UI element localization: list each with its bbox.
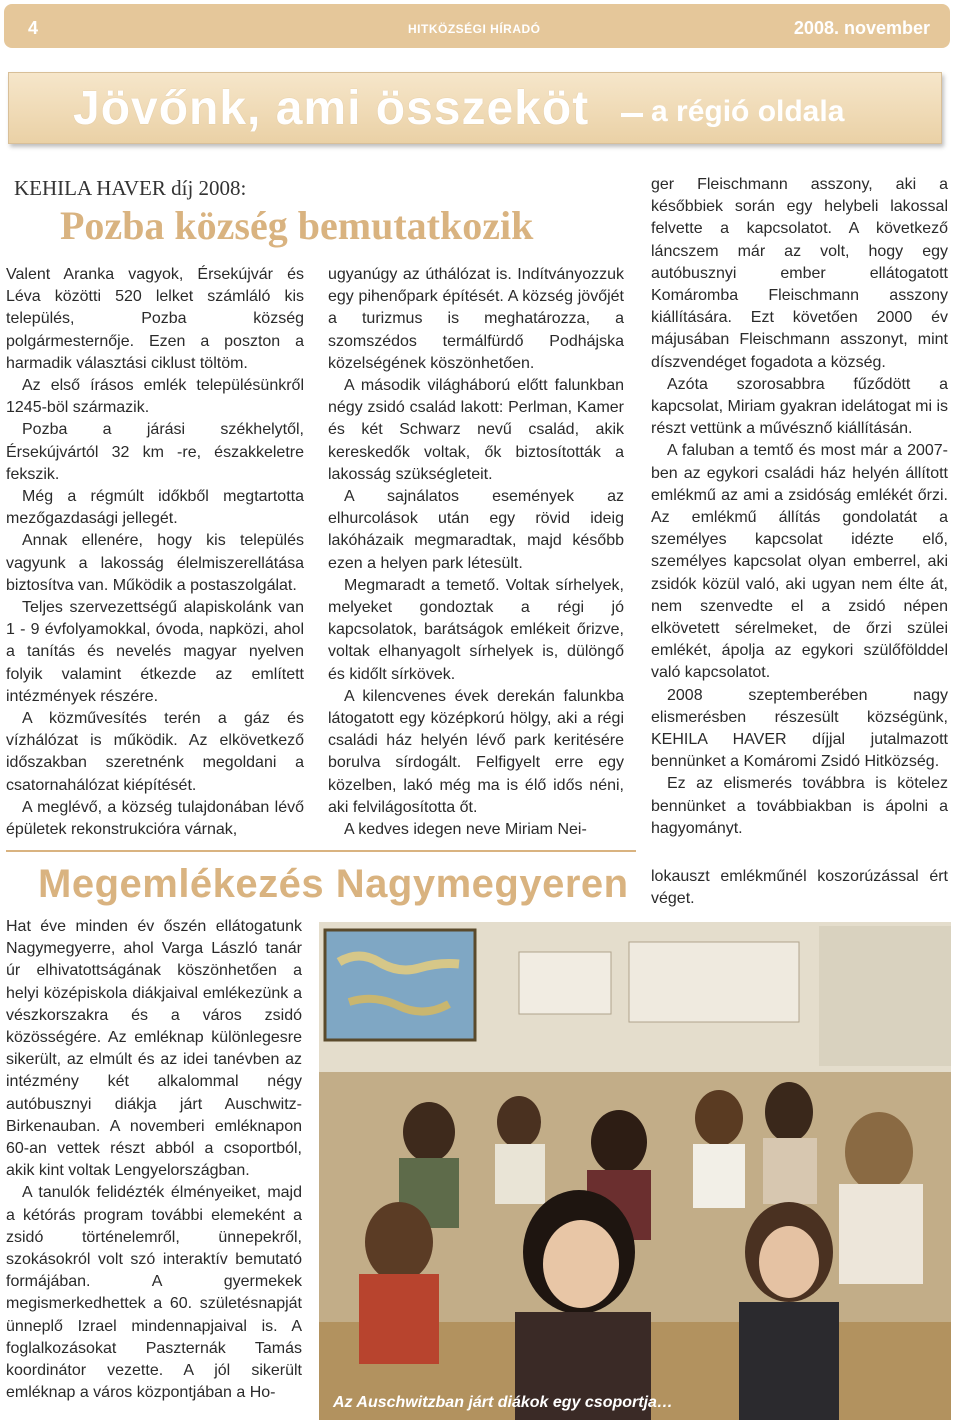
article-kicker: KEHILA HAVER díj 2008: — [14, 176, 247, 200]
paragraph: Ez az elismerés továbbra is kötelez bennünket a továbbiakban is ápolni a hagyományt. — [651, 775, 948, 837]
classroom-photo-illustration — [319, 922, 951, 1420]
photo-caption: Az Auschwitzban járt diákok egy csoportja… — [333, 1394, 673, 1411]
paragraph: Azóta szorosabbra fűződött a kapcsolat, Miriam gyakran idelátogat mi is részt vettünk a művésznő kiállításán. — [651, 375, 949, 438]
banner-dash — [621, 113, 643, 117]
paragraph: A kedves idegen neve Miriam Nei- — [344, 821, 587, 839]
paragraph: Megmaradt a temető. Voltak sírhelyek, melyeket gondoztak a régi jó kapcsolatok, barátságok emlékeit őrizve, voltak elhanyagolt sírhelyek is, dülöngő és kidőlt sírkövek. — [328, 576, 624, 683]
section-banner — [8, 72, 942, 144]
article1-column-3 — [651, 174, 948, 840]
banner-title: Jövőnk, ami összeköt — [73, 82, 590, 135]
paragraph: A közművesítés terén a gáz és vízhálózat is működik. Az elkövetkező időszakban szeretnénk megoldani a csatornahálózat kiépítését. — [6, 710, 304, 794]
article2-column-3 — [651, 866, 948, 910]
paragraph: A második világháború előtt falunkban négy zsidó család lakott: Perlman, Kamer és két Schwarz nevű család, akik kereskedők voltak, ők biztosították a lakosság szükségleteit. — [328, 377, 624, 483]
publication-name: HITKÖZSÉGI HÍRADÓ — [408, 22, 541, 36]
article1-column-2 — [328, 264, 624, 841]
paragraph: ger Fleischmann asszony, aki a későbbiek során egy helybeli lakossal felvette a kapcsolatot. A következő láncszem már az volt, hogy egy autóbusznyi ember ellátogatott Komáromba Fleischmann asszony kiállítására. Ezt követően 2000 év májusában Fleischmann asszonyt, mint díszvendéget fogadota a község. — [651, 176, 948, 371]
paragraph: A sajnálatos események az elhurcolások után egy rövid ideig lakóházaik megmaradtak, majd később ezen a helyen park létesült. — [328, 488, 624, 572]
classroom-photo — [319, 922, 951, 1420]
paragraph: A tanulók felidézték élményeiket, majd a kétórás program további elemeként a zsidó történelemről, ünnepekről, szokásokról volt szó interaktív bemutató formájában. A gyermekek megismerkedhettek a 60. születésnapját ünneplő Izrael mindennapjaival is. A foglalkozásokat Paszternák Tamás koordinátor vezette. A jól sikerült emléknap a város központjában a Ho- — [6, 1184, 302, 1402]
article-headline: Pozba község bemutatkozik — [60, 203, 534, 248]
banner-subtitle: a régió oldala — [651, 95, 845, 128]
page-header-bar — [4, 4, 950, 48]
paragraph: A kilencvenes évek derekán falunkba látogatott egy középkorú hölgy, aki a régi családi ház helyén lévő park keritésére borulva sírdogált. Felfigyelt erre egy közelben, lakó még ma is élő idős néni, aki felvilágosította őt. — [328, 687, 624, 816]
article1-column-1 — [6, 264, 304, 841]
paragraph: Teljes szervezettségű alapiskolánk van 1 - 9 évfolyamokkal, óvoda, napközi, ahol a tanítás és nevelés magyar nyelven folyik valamint étkezde az említett intézmények részére. — [6, 599, 304, 705]
page-number: 4 — [28, 18, 39, 38]
paragraph: Annak ellenére, hogy kis település vagyunk a lakosság élelmiszerellátása biztosítva van. Működik a postaszolgálat. — [6, 532, 304, 594]
paragraph: lokauszt emlékműnél koszorúzással ért véget. — [651, 868, 948, 908]
paragraph: 2008 szeptemberében nagy elismerésben részesült községünk, KEHILA HAVER díjjal jutalmazott bennünket a Komáromi Zsidó Hitközség. — [651, 686, 948, 771]
paragraph: ugyanúgy az úthálózat is. Indítványozzuk egy pihenőpark építését. A község jövőjét a turizmus is meghatározza, a szomszédos termálfürdő Podhájska közelségének köszönhetően. — [328, 266, 624, 372]
paragraph: Még a régmúlt időkből megtartotta mezőgazdasági jellegét. — [6, 488, 304, 528]
issue-date: 2008. november — [793, 18, 930, 38]
paragraph: A meglévő, a község tulajdonában lévő épületek rekonstrukcióra várnak, — [6, 798, 304, 839]
section-divider — [6, 850, 636, 852]
paragraph: Pozba a járási székhelytől, Érsekújvártól 32 km -re, északkeletre fekszik. — [6, 421, 304, 483]
article2-column-1 — [6, 916, 302, 1404]
paragraph: Az első írásos emlék településünkről 1245-böl származik. — [6, 377, 304, 417]
paragraph: Hat éve minden év őszén ellátogatunk Nagymegyerre, ahol Varga László tanár úr elhivatottságának köszönhetően a helyi középiskola diákjaival emlékezünk a vészkorszakra és a város zsidó közösségére. Az emléknap különlegesre sikerült, az elmúlt és az idei tanévben az intézmény két alkalommal négy autóbusznyi diákja járt Auschwitz-Birkenauban. A novemberi emléknapon 60-an vettek részt abból a csoportból, akik kint voltak Lengyelországban. — [6, 918, 302, 1180]
paragraph: Valent Aranka vagyok, Érsekújvár és Léva közötti 520 lelket számláló kis település, Pozba község polgármesternője. Ezen a poszton a harmadik választási ciklust töltöm. — [6, 266, 304, 372]
article2-headline: Megemlékezés Nagymegyeren — [38, 862, 629, 906]
paragraph: A faluban a temtő és most már a 2007-ben az egykori családi ház helyén állított emlékmű az ami a zsidóság emlékét őrzi. Az emlékmű állítás gondolatát a személyes kapcsolat idézte elő, személyes kapcsolat olyan emberrel, aki zsidók közül való, aki ugyan nem élte át, nem szenvedte el a zsidó népen elkövetett sérelmeket, de őrzi szülei emlékét, ápolja az egykori szülőfölddel való kapcsolatot. — [651, 442, 948, 682]
